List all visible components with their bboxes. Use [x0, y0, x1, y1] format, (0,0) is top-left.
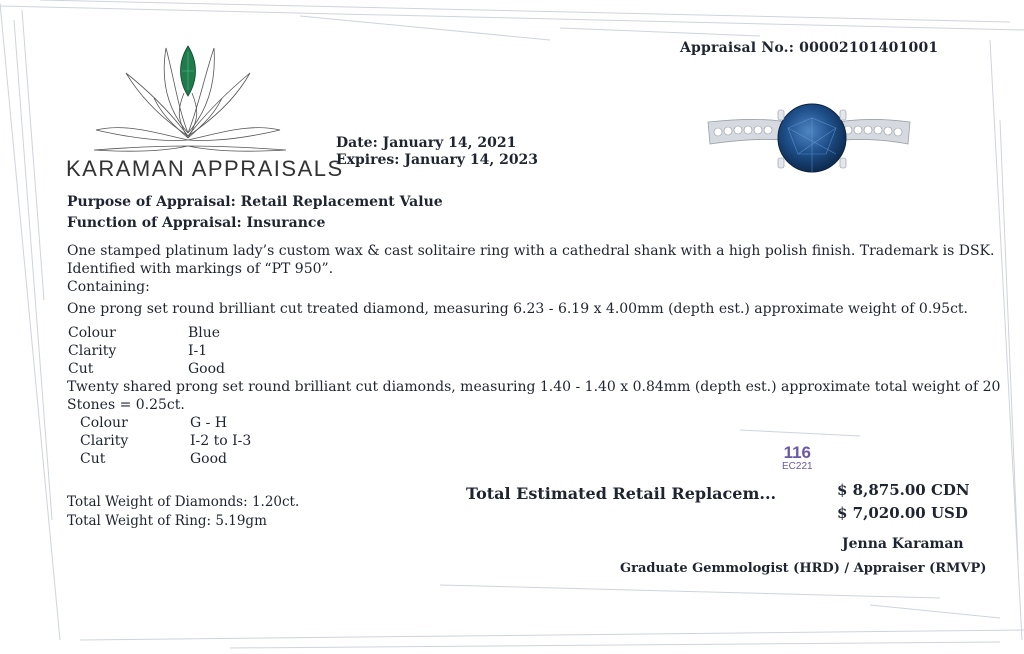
retail-replacement-label: Total Estimated Retail Replacem...: [466, 484, 777, 503]
weight-totals: [67, 493, 299, 531]
description-line: One prong set round brilliant cut treated diamond, measuring 6.23 - 6.19 x 4.00mm (depth est.) approximate weight of 0.95ct.: [67, 301, 969, 317]
spec-label: Clarity: [68, 343, 117, 359]
description-line: One stamped platinum lady’s custom wax & cast solitaire ring with a cathedral shank with a high polish finish. Trademark is DSK.: [67, 243, 995, 259]
date-block: [336, 135, 538, 169]
issue-date: Date: January 14, 2021: [336, 135, 517, 151]
price-cdn: $ 8,875.00 CDN: [837, 481, 970, 499]
company-logo-name: KARAMAN APPRAISALS: [66, 156, 344, 181]
ink-stamp: [782, 443, 813, 472]
purpose-block: [67, 192, 443, 234]
description-line: Twenty shared prong set round brilliant cut diamonds, measuring 1.40 - 1.40 x 0.84mm (depth est.) approximate total weight of 20: [67, 379, 1001, 395]
spec-value: Good: [190, 451, 228, 467]
appraiser-title: Graduate Gemmologist (HRD) / Appraiser (RMVP): [620, 561, 987, 576]
spec-label: Colour: [68, 325, 116, 341]
description-line: Containing:: [67, 279, 150, 295]
spec-label: Cut: [68, 361, 94, 377]
purpose-of-appraisal: Purpose of Appraisal: Retail Replacement Value: [67, 194, 443, 210]
spec-value: Blue: [188, 325, 221, 341]
price-usd: $ 7,020.00 USD: [837, 504, 968, 522]
side-stones-description: [67, 378, 1001, 414]
expiry-date: Expires: January 14, 2023: [336, 152, 539, 168]
spec-label: Colour: [80, 415, 128, 431]
spec-label: Cut: [80, 451, 106, 467]
stamp-code: EC221: [782, 461, 813, 472]
spec-value: Good: [188, 361, 226, 377]
appraisal-number: Appraisal No.: 00002101401001: [680, 40, 939, 56]
side-stones-specs: [80, 414, 380, 470]
total-diamond-weight: Total Weight of Diamonds: 1.20ct.: [67, 494, 300, 510]
ring-photo: [706, 98, 916, 180]
spec-value: I-2 to I-3: [190, 433, 252, 449]
center-stone-specs: [68, 324, 368, 380]
spec-value: G - H: [190, 415, 228, 431]
spec-label: Clarity: [80, 433, 129, 449]
ring-description: [67, 242, 995, 318]
description-line: Stones = 0.25ct.: [67, 397, 185, 413]
stamp-number: 116: [783, 443, 811, 462]
total-ring-weight: Total Weight of Ring: 5.19gm: [67, 513, 267, 529]
spec-value: I-1: [188, 343, 208, 359]
appraiser-name: Jenna Karaman: [842, 536, 964, 552]
description-line: Identified with markings of “PT 950”.: [67, 261, 334, 277]
function-of-appraisal: Function of Appraisal: Insurance: [67, 215, 326, 231]
